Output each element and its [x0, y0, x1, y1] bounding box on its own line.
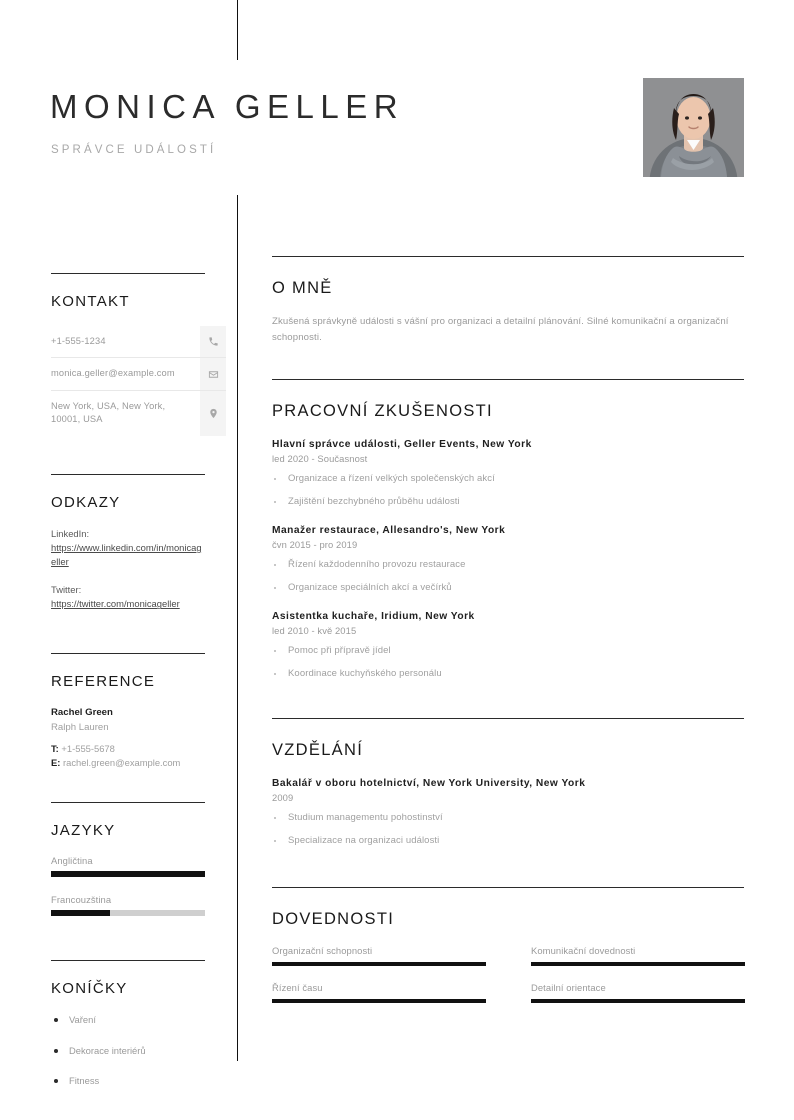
language-level-track: [51, 910, 205, 916]
contact-row-email: [51, 358, 226, 390]
envelope-icon: [200, 358, 226, 389]
section-rule: [51, 273, 205, 274]
bullet-icon: [274, 478, 276, 480]
entry-title: Asistentka kuchaře, Iridium, New York: [272, 611, 475, 623]
resume-header: [0, 0, 794, 195]
entry-title: Manažer restaurace, Allesandro's, New York: [272, 525, 506, 537]
sidebar: [0, 195, 237, 1104]
links-heading: ODKAZY: [51, 493, 121, 511]
section-languages: [0, 770, 237, 916]
skill-level-track: [531, 962, 745, 966]
entry-bullet: [272, 811, 745, 824]
bullet-text: Organizace speciálních akcí a večírků: [288, 581, 452, 593]
section-hobbies: [0, 933, 237, 1086]
contact-row-address: [51, 391, 226, 436]
contact-list: [51, 326, 226, 436]
experience-entry: [272, 437, 745, 508]
language-item: [51, 894, 205, 916]
skill-item: [272, 982, 486, 1003]
bullet-icon: [274, 650, 276, 652]
twitter-url[interactable]: https://twitter.com/monicageller: [51, 598, 180, 610]
skill-name: Detailní orientace: [531, 982, 606, 994]
contact-phone-value: +1-555-1234: [51, 336, 106, 346]
entry-date: 2009: [272, 792, 294, 804]
skill-level-track: [531, 999, 745, 1003]
language-name: Francouzština: [51, 894, 112, 906]
profile-photo: [643, 78, 744, 177]
education-heading: VZDĚLÁNÍ: [272, 741, 364, 760]
bullet-text: Studium managementu pohostinství: [288, 812, 443, 824]
column-divider: [237, 195, 238, 1061]
section-about: [272, 195, 745, 345]
hobby-label: Fitness: [69, 1074, 100, 1086]
bullet-text: Koordinace kuchyňského personálu: [288, 667, 442, 679]
reference-email-row: [51, 756, 205, 770]
bullet-icon: [274, 564, 276, 566]
reference-email-label: E:: [51, 757, 61, 769]
link-item-twitter: [51, 583, 205, 611]
entry-title: Bakalář v oboru hotelnictví, New York University, New York: [272, 778, 586, 790]
about-heading: O MNĚ: [272, 279, 333, 297]
skill-level-fill: [272, 999, 486, 1003]
main-column: [272, 195, 745, 1003]
hobby-label: Vaření: [69, 1014, 96, 1026]
list-item: [51, 1013, 205, 1026]
section-reference: [0, 625, 237, 770]
skill-name: Řízení času: [272, 982, 323, 994]
reference-phone-label: T:: [51, 743, 59, 755]
bullet-text: Pomoc při přípravě jídel: [288, 645, 391, 657]
entry-bullet: [272, 558, 745, 571]
section-rule: [272, 256, 744, 257]
bullet-icon: [54, 1079, 58, 1083]
skill-item: [531, 982, 745, 1003]
section-rule: [272, 887, 744, 888]
skill-level-track: [272, 962, 486, 966]
reference-company: Ralph Lauren: [51, 722, 109, 734]
language-item: [51, 855, 205, 877]
bullet-icon: [274, 817, 276, 819]
bullet-text: Zajištění bezchybného průběhu události: [288, 495, 460, 507]
section-education: [272, 695, 745, 847]
bullet-icon: [54, 1018, 58, 1022]
section-contact: [0, 195, 237, 436]
experience-entry: [272, 609, 745, 680]
section-rule: [51, 802, 205, 803]
about-text: Zkušená správkyně události s vášní pro organizaci a detailní plánování. Silné komunikační a organizační schopnosti.: [272, 316, 729, 343]
skill-level-fill: [272, 962, 486, 966]
candidate-role: SPRÁVCE UDÁLOSTÍ: [51, 144, 217, 156]
linkedin-label: LinkedIn:: [51, 527, 90, 539]
contact-heading: KONTAKT: [51, 293, 130, 310]
skills-grid: [272, 945, 745, 1003]
entry-bullet: [272, 581, 745, 594]
list-item: [51, 1074, 205, 1087]
linkedin-url[interactable]: https://www.linkedin.com/in/monicageller: [51, 541, 202, 568]
bullet-text: Organizace a řízení velkých společenských akcí: [288, 473, 495, 485]
hobby-label: Dekorace interiérů: [69, 1044, 146, 1056]
entry-date: led 2020 - Současnost: [272, 453, 368, 465]
hobbies-heading: KONÍČKY: [51, 980, 128, 998]
reference-phone-row: [51, 742, 205, 756]
language-level-track: [51, 871, 205, 877]
bullet-icon: [274, 501, 276, 503]
entry-date: led 2010 - kvě 2015: [272, 625, 357, 637]
candidate-name: MONICA GELLER: [50, 88, 405, 125]
reference-heading: REFERENCE: [51, 673, 156, 691]
section-links: [0, 436, 237, 612]
bullet-icon: [274, 673, 276, 675]
entry-bullet: [272, 495, 745, 508]
bullet-icon: [274, 587, 276, 589]
reference-email-value: rachel.green@example.com: [62, 757, 181, 769]
experience-heading: PRACOVNÍ ZKUŠENOSTI: [272, 402, 493, 421]
skill-name: Komunikační dovednosti: [531, 945, 636, 957]
entry-bullet: [272, 834, 745, 847]
experience-entry: [272, 523, 745, 594]
skill-item: [531, 945, 745, 966]
skills-heading: DOVEDNOSTI: [272, 910, 395, 929]
bullet-icon: [54, 1049, 58, 1053]
location-pin-icon: [200, 391, 226, 436]
language-level-fill: [51, 871, 205, 877]
skill-item: [272, 945, 486, 966]
reference-phone-value: +1-555-5678: [61, 743, 115, 755]
entry-bullet: [272, 667, 745, 680]
reference-name: Rachel Green: [51, 707, 113, 719]
language-name: Angličtina: [51, 855, 93, 867]
contact-row-phone: [51, 326, 226, 358]
twitter-label: Twitter:: [51, 584, 82, 596]
entry-date: čvn 2015 - pro 2019: [272, 539, 358, 551]
education-entry: [272, 776, 745, 847]
section-rule: [51, 960, 205, 961]
section-experience: [272, 345, 745, 680]
bullet-text: Specializace na organizaci události: [288, 834, 440, 846]
entry-bullet: [272, 644, 745, 657]
link-item-linkedin: [51, 527, 205, 569]
list-item: [51, 1044, 205, 1057]
section-rule: [272, 379, 744, 380]
skill-name: Organizační schopnosti: [272, 945, 373, 957]
phone-icon: [200, 326, 226, 357]
bullet-text: Řízení každodenního provozu restaurace: [288, 559, 466, 571]
section-rule: [51, 474, 205, 475]
entry-title: Hlavní správce události, Geller Events, New York: [272, 439, 532, 451]
contact-email-value: monica.geller@example.com: [51, 368, 175, 379]
language-level-fill: [51, 910, 110, 916]
section-skills: [272, 862, 745, 1003]
entry-bullet: [272, 472, 745, 485]
skill-level-fill: [531, 962, 745, 966]
languages-heading: JAZYKY: [51, 822, 116, 840]
section-rule: [272, 718, 744, 719]
skill-level-fill: [531, 999, 745, 1003]
section-rule: [51, 653, 205, 654]
bullet-icon: [274, 840, 276, 842]
skill-level-track: [272, 999, 486, 1003]
contact-address-value: New York, USA, New York, 10001, USA: [51, 400, 166, 425]
